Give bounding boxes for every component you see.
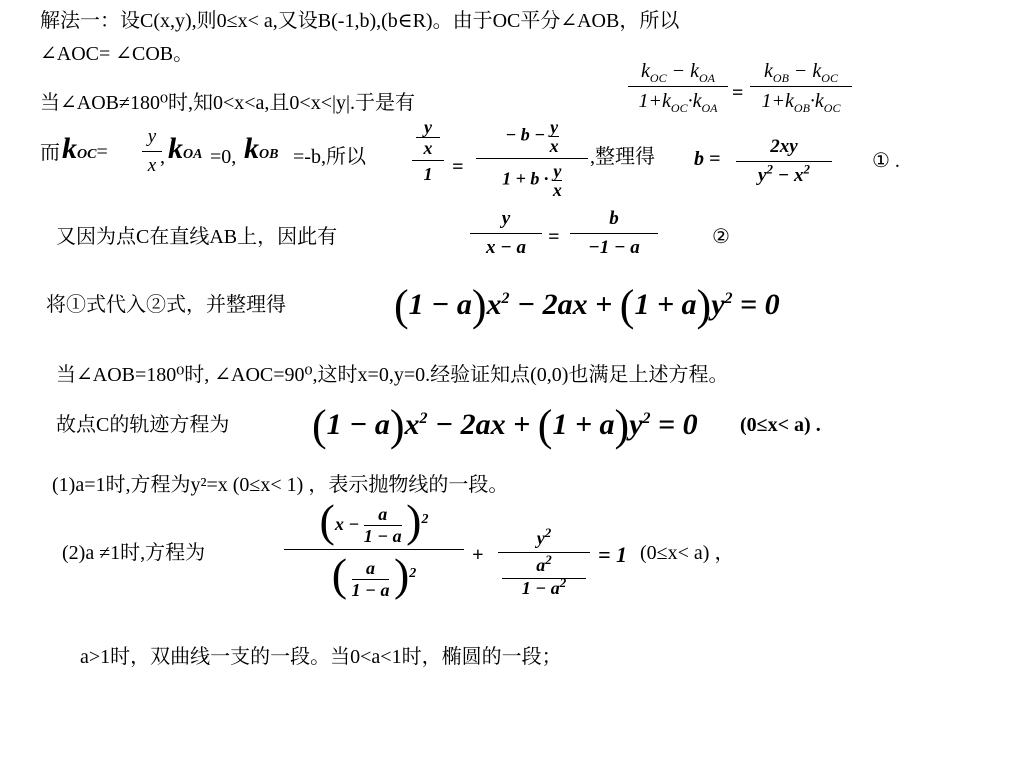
substitute-line: 将①式代入②式，并整理得 xyxy=(46,294,286,316)
y-term-fraction: $y^2$ $a^2$ $1 - a^2$ xyxy=(498,528,590,599)
case-2-range: (0≤x< a) ， xyxy=(640,542,735,564)
k-oa-value: =0, xyxy=(210,146,237,168)
straight-angle-line: 当∠AOB=180⁰时, ∠AOC=90⁰,这时x=0,y=0.经验证知点(0,0)也满足上述方程。 xyxy=(56,364,729,386)
intro-line: 解法一：设C(x,y),则0≤x< a,又设B(-1,b),(b∈R)。由于OC平分∠AOB，所以 xyxy=(40,10,680,32)
case-2-label: (2)a ≠1时,方程为 xyxy=(62,542,206,564)
collinear-equation xyxy=(470,208,670,270)
locus-label: 故点C的轨迹方程为 xyxy=(56,414,230,436)
equation-marker-2: ② xyxy=(712,226,730,248)
condition-text: 当∠AOB≠180⁰时,知0<x<a,且0<x<|y|.于是有 xyxy=(40,92,415,114)
two-xy-fraction: 2xy $y^2 - x^2$ xyxy=(736,136,832,187)
k-oa-symbol: kOA xyxy=(168,132,203,165)
line4-prefix: 而 xyxy=(40,142,60,164)
equals-sign: = xyxy=(452,156,464,178)
k-ob-value: =-b,所以 xyxy=(293,146,366,168)
equation-marker-1: ① . xyxy=(872,150,900,172)
conic-standard-form xyxy=(284,495,644,616)
angle-bisector-slope-equation xyxy=(628,60,858,140)
comma: , xyxy=(160,146,165,168)
k-ob-symbol: kOB xyxy=(244,132,279,165)
neg-b-fraction: − b − y x 1 + b · y x xyxy=(476,118,588,199)
angle-equality-line: ∠AOC= ∠COB。 xyxy=(40,43,194,65)
x-term-fraction: (x − a 1 − a )$^2$ ( a 1 − a )$^2$ xyxy=(284,498,464,600)
condition-line xyxy=(40,92,415,115)
conic-type-line: a>1时，双曲线一支的一段。当0<a<1时，椭圆的一段； xyxy=(80,646,562,668)
slope-fraction-right: $k_{OB} - k_{OC}$ $1+k_{OB}\cdot k_{OC}$ xyxy=(750,60,852,113)
simplify-text: ,整理得 xyxy=(590,146,655,168)
case-1-line: (1)a=1时,方程为y²=x (0≤x< 1) ，表示抛物线的一段。 xyxy=(52,474,509,496)
equals-sign: = xyxy=(548,226,560,248)
locus-range: (0≤x< a) . xyxy=(740,414,821,436)
trajectory-equation: $(1 - a)x^2 - 2ax + (1 + a)y^2 = 0$ xyxy=(394,281,780,330)
equals-one: = 1 xyxy=(598,542,628,567)
y-over-x-over-1: y x 1 xyxy=(412,118,444,185)
bisector-substitution-equation xyxy=(412,118,592,222)
b-expression xyxy=(694,136,844,196)
slope-fraction-left: $k_{OC} - k_{OA}$ $1+k_{OC}\cdot k_{OA}$ xyxy=(628,60,728,113)
k-oc-symbol: kOC= xyxy=(62,132,108,165)
collinear-line: 又因为点C在直线AB上，因此有 xyxy=(56,226,338,248)
b-over-neg1-minus-a: b −1 − a xyxy=(570,208,658,259)
y-over-x-minus-a: y x − a xyxy=(470,208,542,259)
plus-sign: + xyxy=(472,544,484,566)
y-over-x-fraction: y x xyxy=(142,126,162,177)
equals-sign: = xyxy=(732,82,744,104)
locus-equation: $(1 - a)x^2 - 2ax + (1 + a)y^2 = 0$ xyxy=(312,401,698,450)
b-symbol: b = xyxy=(694,148,721,170)
